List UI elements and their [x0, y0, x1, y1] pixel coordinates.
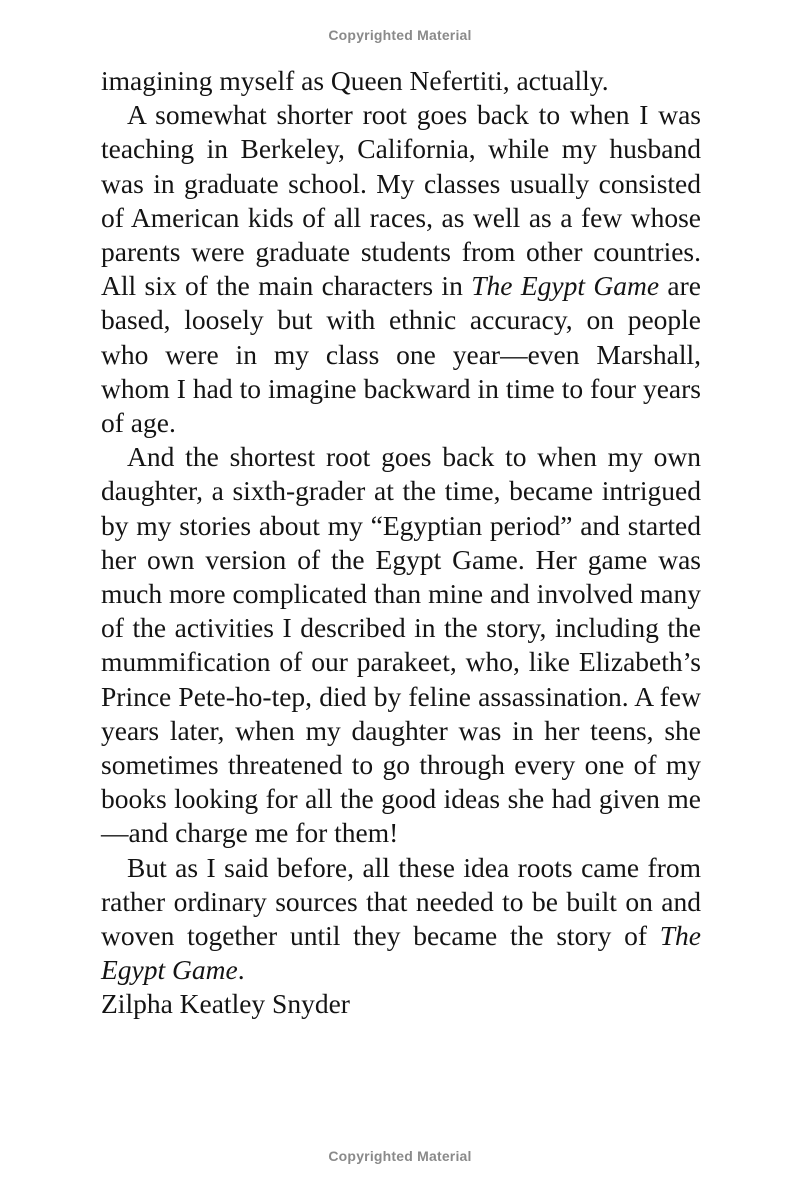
- copyright-watermark-bottom: Copyrighted Material: [328, 1148, 472, 1164]
- copyright-watermark-top: Copyrighted Material: [328, 27, 472, 43]
- page-body: [101, 64, 701, 1022]
- paragraph-text: are based, loosely but with ethnic accuracy, on people who were in my class one year—even Marshall, whom I had to imagine backward in time to four years of age.: [101, 270, 701, 439]
- paragraph-daughter: [101, 440, 701, 850]
- book-title: The Egypt Game: [101, 920, 701, 986]
- paragraph-text: A somewhat shorter root goes back to when I was teaching in Berkeley, California, while my husband was in graduate school. My classes usually consisted of American kids of all races, as well as a few whose parents were graduate students from other countries. All six of the main characters in: [101, 99, 701, 302]
- paragraph-closing: [101, 851, 701, 988]
- paragraph-continuation: [101, 64, 701, 98]
- paragraph-text: imagining myself as Queen Nefertiti, actually.: [101, 65, 609, 96]
- paragraph-text: .: [237, 954, 245, 986]
- paragraph-berkeley: [101, 98, 701, 440]
- author-signature: Zilpha Keatley Snyder: [101, 988, 350, 1020]
- paragraph-text: And the shortest root goes back to when my own daughter, a sixth-grader at the time, became intrigued by my stories about my “Egyptian period” and started her own version of the Egypt Game. Her game was much more complicated than mine and involved many of the activities I described in the story, including the mummification of our parakeet, who, like Elizabeth’s Prince Pete-ho-tep, died by feline assassination. A few years later, when my daughter was in her teens, she sometimes threatened to go through every one of my books looking for all the good ideas she had given me—and charge me for them!: [101, 441, 701, 849]
- paragraph-text: But as I said before, all these idea roots came from rather ordinary sources that needed to be built on and woven together until they became the story of: [101, 851, 701, 952]
- book-title: The Egypt Game: [471, 270, 660, 302]
